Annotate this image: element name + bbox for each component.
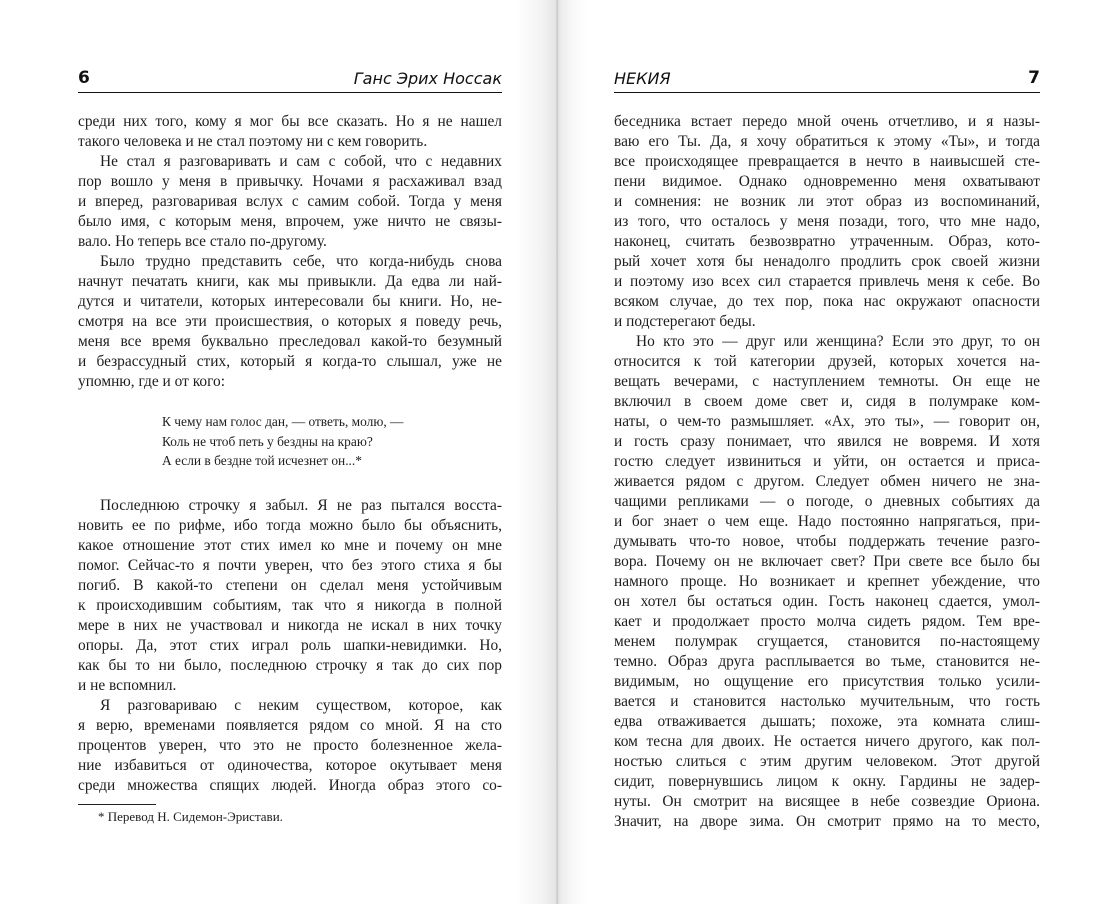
paragraph (78, 696, 502, 796)
running-head-title: НЕКИЯ (614, 69, 671, 88)
poem-epigraph (162, 412, 403, 471)
left-text-block-2 (78, 496, 502, 796)
running-head-author: Ганс Эрих Носсак (353, 69, 502, 88)
text-line: ние избавиться от одиночества, которое окутывает меня (78, 757, 502, 774)
text-line: помог. Сейчас-то я почти уверен, что без этого стиха я бы (78, 557, 502, 574)
text-line: среди них того, кому я мог бы все сказать. Но я не нашел (78, 113, 502, 130)
text-line: кает и продолжает просто молча сидеть рядом. Тем вре- (614, 613, 1040, 630)
paragraph (78, 252, 502, 392)
text-line: опоры. Да, этот стих играл роль шапки-невидимки. Но, (78, 637, 502, 654)
text-line: меня все время буквально преследовал какой-то безумный (78, 333, 502, 350)
text-line: наконец, считать безвозвратно утраченным. Образ, кото- (614, 233, 1040, 250)
text-line: Значит, на дворе зима. Он смотрит прямо на то место, (614, 813, 1040, 830)
right-page-header (614, 66, 1040, 93)
page-number: 6 (78, 68, 90, 88)
text-line: и вперед, разговаривая вслух с самим собой. Тогда у меня (78, 193, 502, 210)
text-line: относится к той категории друзей, которых хочется на- (614, 353, 1040, 370)
text-line: начнут печатать книги, как мы привыкли. Да едва ли най- (78, 273, 502, 290)
text-line: ком тесна для двоих. Не остается ничего другого, как пол- (614, 733, 1040, 750)
text-line: намного проще. Но возникает и крепнет убеждение, что (614, 573, 1040, 590)
text-line: ваю его Ты. Да, я хочу обратиться к этому «Ты», и тогда (614, 133, 1040, 150)
text-line: такого человека и не стал поэтому ни с кем говорить. (78, 133, 428, 150)
text-line: погиб. В какой-то степени он сделал меня устойчивым (78, 577, 502, 594)
poem-line: А если в бездне той исчезнет он...* (162, 453, 362, 468)
text-line: вора. Почему он не включает свет? При свете все было бы (614, 553, 1040, 570)
text-line: сидит, повернувшись лицом к окну. Гардины не задер- (614, 773, 1040, 790)
text-line: как бы то ни было, последнюю строчку я так до сих пор (78, 657, 502, 674)
paragraph (78, 496, 502, 696)
text-line: дутся и читатели, которых интересовали бы книги. Но, не- (78, 293, 502, 310)
text-line: вало. Но теперь все стало по-другому. (78, 233, 327, 250)
page-number: 7 (1028, 68, 1040, 88)
text-line: думывать что-то новое, чтобы поддержать течение разго- (614, 533, 1040, 550)
text-line: Я разговариваю с неким существом, которое, как (100, 697, 502, 714)
text-line: и бог знает о чем еще. Надо постоянно напрягаться, при- (614, 513, 1040, 530)
text-line: какое отношение этот стих имел ко мне и почему он мне (78, 537, 502, 554)
text-line: гостю следует извиниться и уйти, он остается и приса- (614, 453, 1040, 470)
text-line: едва отваживается дышать; похоже, эта комната слиш- (614, 713, 1040, 730)
text-line: пени видимое. Однако одновременно меня охватывают (614, 173, 1040, 190)
paragraph (614, 332, 1040, 832)
book-gutter (556, 0, 558, 904)
text-line: было имя, с которым меня, впрочем, уже ничто не связы- (78, 213, 502, 230)
text-line: процентов уверен, что это не просто болезненное жела- (78, 737, 502, 754)
text-line: Было трудно представить себе, что когда-нибудь снова (100, 253, 502, 270)
text-line: вещать вечерами, с наступлением темноты. Он еще не (614, 373, 1040, 390)
text-line: видимым, но ощущение его присутствия только усили- (614, 673, 1040, 690)
footnote: * Перевод Н. Сидемон-Эристави. (98, 809, 283, 824)
text-line: он хотел бы остаться один. Гость наконец сдается, умол- (614, 593, 1040, 610)
text-line: ностью слиться с этим другим человеком. Этот другой (614, 753, 1040, 770)
text-line: включил в своем доме свет и, сидя в полумраке ком- (614, 393, 1040, 410)
text-line: Но кто это — друг или женщина? Если это друг, то он (636, 333, 1040, 350)
paragraph (614, 112, 1040, 332)
text-line: упомню, где и от кого: (78, 373, 225, 390)
text-line: темно. Образ друга расплывается во тьме, становится не- (614, 653, 1040, 670)
text-line: менем полумрак сгущается, становится по-настоящему (614, 633, 1040, 650)
text-line: Не стал я разговаривать и сам с собой, что с недавних (100, 153, 502, 170)
poem-line: Коль не чтоб петь у бездны на краю? (162, 433, 373, 449)
text-line: и поэтому изо всех сил старается привлечь меня к себе. Во (614, 273, 1040, 290)
left-page (0, 0, 557, 904)
left-page-header (78, 66, 502, 93)
text-line: я верю, временами появляется рядом со мной. Я на сто (78, 717, 502, 734)
text-line: и подстерегают беды. (614, 313, 756, 330)
text-line: пор вошло у меня в привычку. Ночами я расхаживал взад (78, 173, 502, 190)
text-line: беседника встает передо мной очень отчетливо, и я назы- (614, 113, 1040, 130)
text-line: вается и становится настолько мучительным, что гость (614, 693, 1040, 710)
text-line: новить ее по рифме, ибо тогда можно было бы объяснить, (78, 517, 502, 534)
text-line: и сомнения: не возник ли этот образ из воспоминаний, (614, 193, 1040, 210)
text-line: чащими репликами — о погоде, о дневных событиях да (614, 493, 1040, 510)
text-line: живается рядом с другом. Следует обмен ничего не зна- (614, 473, 1040, 490)
paragraph (78, 152, 502, 252)
text-line: из того, что осталось у меня позади, того, что мне надо, (614, 213, 1040, 230)
left-text-block-1 (78, 112, 502, 392)
text-line: рый хочет хотя бы ненадолго продлить срок своей жизни (614, 253, 1040, 270)
right-text-block (614, 112, 1040, 832)
text-line: и не вспомнил. (78, 677, 177, 694)
text-line: к происходившим событиям, так что я никогда в полной (78, 597, 502, 614)
text-line: и безрассудный стих, который я когда-то слышал, уже не (78, 353, 502, 370)
text-line: нуты. Он смотрит на висящее в небе созвездие Ориона. (614, 793, 1040, 810)
footnote-divider (78, 804, 156, 805)
text-line: среди множества спящих людей. Иногда образ этого со- (78, 777, 502, 794)
paragraph (78, 112, 502, 152)
text-line: смотря на все эти происшествия, о которых я поведу речь, (78, 313, 502, 330)
text-line: и гость сразу понимает, что явился не вовремя. И хотя (614, 433, 1040, 450)
poem-line: К чему нам голос дан, — ответь, молю, — (162, 414, 404, 429)
text-line: все происходящее превращается в нечто в наивысшей сте- (614, 153, 1040, 170)
text-line: мере в них не участвовал и никогда не искал в них точку (78, 617, 502, 634)
text-line: всяком случае, до тех пор, пока нас окружают опасности (614, 293, 1040, 310)
text-line: наты, о чем-то размышляет. «Ах, это ты», — говорит он, (614, 413, 1040, 430)
text-line: Последнюю строчку я забыл. Я не раз пытался восста- (100, 497, 502, 514)
right-page (557, 0, 1118, 904)
